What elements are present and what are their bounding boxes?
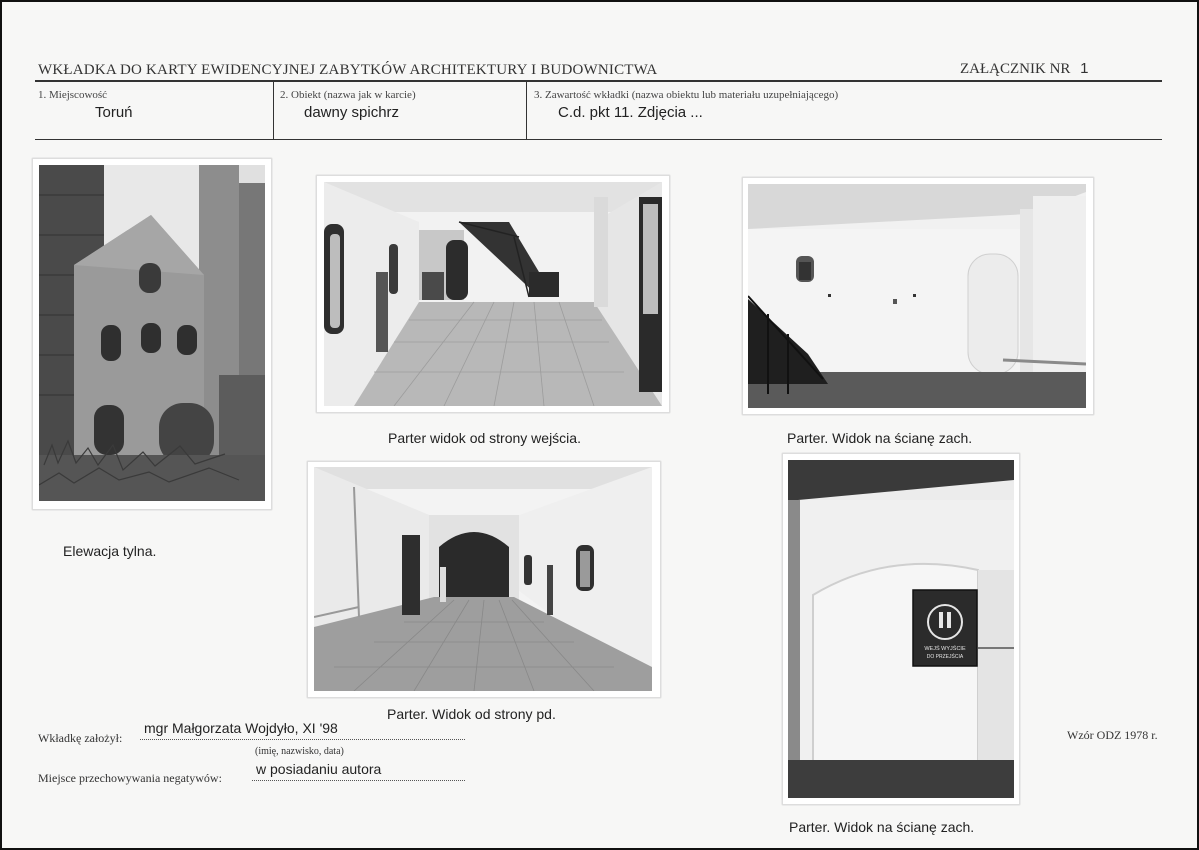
- author-hint: (imię, nazwisko, data): [255, 746, 344, 757]
- photo-rear-elevation: [32, 158, 272, 510]
- author-value-text: mgr Małgorzata Wojdyło, XI '98: [144, 720, 338, 736]
- annex-number: 1: [1080, 60, 1089, 77]
- caption-ground-south: Parter. Widok od strony pd.: [387, 706, 556, 722]
- ground-west-1-image: [748, 184, 1086, 408]
- annex-label-text: ZAŁĄCZNIK NR: [960, 61, 1071, 77]
- document-title: WKŁADKA DO KARTY EWIDENCYJNEJ ZABYTKÓW ARCHITEKTURY I BUDOWNICTWA: [38, 62, 658, 78]
- field-label-object: 2. Obiekt (nazwa jak w karcie): [280, 89, 416, 101]
- photo-ground-south: [307, 461, 661, 698]
- photo-ground-entrance: [316, 175, 670, 413]
- caption-ground-entrance: Parter widok od strony wejścia.: [388, 430, 581, 446]
- caption-ground-west-2: Parter. Widok na ścianę zach.: [789, 819, 975, 835]
- caption-ground-west-1: Parter. Widok na ścianę zach.: [787, 430, 973, 446]
- field-value-content: C.d. pkt 11. Zdjęcia ...: [558, 104, 703, 121]
- storage-value-text: w posiadaniu autora: [256, 761, 382, 777]
- storage-label: Miejsce przechowywania negatywów:: [38, 771, 222, 785]
- annex-label: [960, 60, 1089, 78]
- field-value-locality: Toruń: [95, 104, 133, 121]
- ground-west-2-image: [788, 460, 1014, 798]
- field-value-object: dawny spichrz: [304, 104, 400, 121]
- fields-bottom-rule: [35, 139, 1162, 140]
- field-label-locality: 1. Miejscowość: [38, 89, 108, 101]
- field-label-content: 3. Zawartość wkładki (nazwa obiektu lub materiału uzupełniającego): [534, 89, 839, 101]
- field-divider-1: [273, 82, 274, 140]
- sign-line-1: WEJŚ WYJŚCIE: [924, 646, 966, 652]
- storage-value: [252, 761, 465, 781]
- sign-line-2: DO PRZEJŚCIA: [926, 654, 964, 660]
- author-value: [140, 720, 465, 740]
- rear-elevation-image: [39, 165, 265, 501]
- caption-rear-elevation: Elewacja tylna.: [63, 543, 157, 559]
- author-label: Wkładkę założył:: [38, 731, 123, 745]
- header-rule: [35, 80, 1162, 82]
- photo-ground-west-1: [742, 177, 1094, 415]
- ground-south-image: [314, 467, 652, 691]
- ground-entrance-image: [324, 182, 662, 406]
- field-divider-2: [526, 82, 527, 140]
- photo-ground-west-2: [782, 453, 1020, 805]
- form-code: Wzór ODZ 1978 r.: [1067, 728, 1158, 742]
